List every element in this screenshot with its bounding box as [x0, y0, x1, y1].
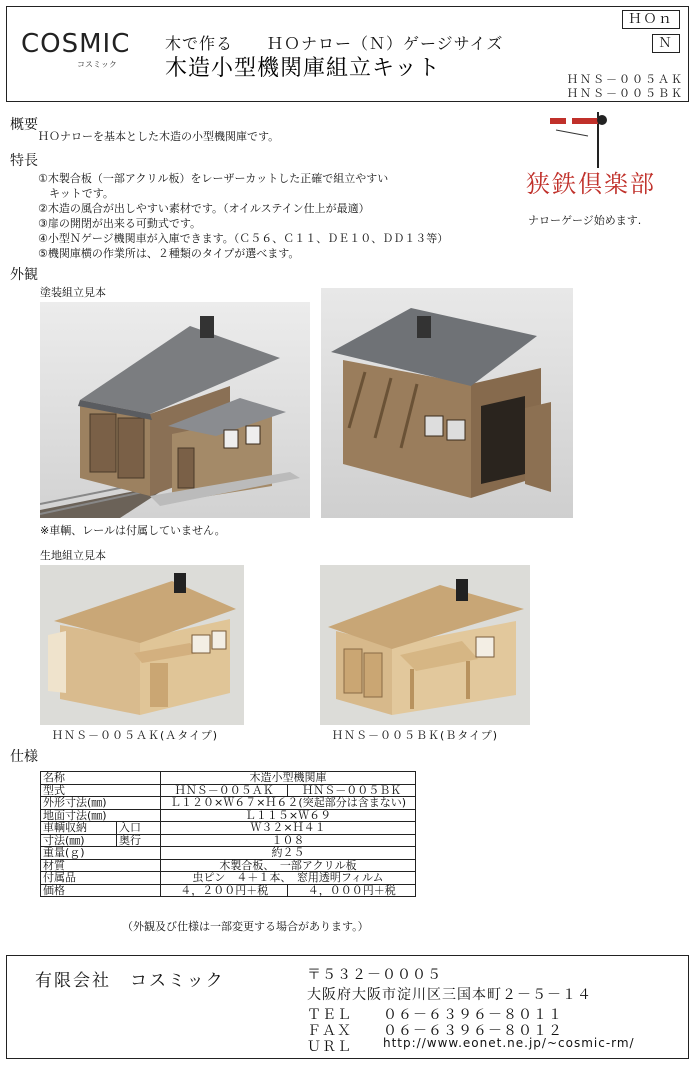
raw-sample-label: 生地組立見本 [40, 549, 106, 562]
url-label: ＵＲＬ [307, 1039, 352, 1055]
feature-item: キットです。 [38, 187, 114, 200]
spec-note: （外観及び仕様は一部変更する場合があります。） [122, 920, 369, 933]
tel-number: ０６－６３９６－８０１１ [383, 1007, 563, 1023]
feature-item: ①木製合板（一部アクリル板）をレーザーカットした正確で組立やすい [38, 172, 389, 185]
fax-number: ０６－６３９６－８０１２ [383, 1023, 563, 1039]
club-name: 狭鉄倶楽部 [526, 170, 656, 198]
spec-label: 名称 [41, 772, 161, 785]
table-row [41, 797, 416, 810]
club-tagline: ナローゲージ始めます. [528, 214, 642, 227]
painted-sample-photo-front [40, 302, 310, 518]
table-row [41, 884, 416, 897]
spec-sublabel: 奥行 [117, 834, 161, 847]
spec-value: ４，２００円＋税 [161, 884, 288, 897]
spec-value: ＨＮＳ－００５ＢＫ [288, 784, 416, 797]
features-heading: 特長 [10, 153, 38, 169]
gauge-badge-hon: ＨＯｎ [622, 10, 680, 29]
spec-value: １０８ [161, 834, 416, 847]
spec-value: ＨＮＳ－００５ＡＫ [161, 784, 288, 797]
page-title: 木造小型機関庫組立キット [165, 56, 441, 81]
feature-item: ④小型Ｎゲージ機関車が入庫できます。（Ｃ５６、Ｃ１１、ＤＥ１０、ＤＤ１３等） [38, 232, 449, 245]
spec-sublabel: 入口 [117, 822, 161, 835]
spec-value: 虫ピン ４＋１本、 窓用透明フィルム [161, 872, 416, 885]
overview-heading: 概要 [10, 117, 38, 133]
appearance-heading: 外観 [10, 267, 38, 283]
club-logo [526, 108, 686, 228]
spec-label: 材質 [41, 859, 161, 872]
tel-label: ＴＥＬ [307, 1007, 352, 1023]
spec-value: Ｌ１２０×Ｗ６７×Ｈ６２(突起部分は含まない) [161, 797, 416, 810]
caption-type-b: ＨＮＳ－００５ＢＫ(Ｂタイプ) [332, 729, 499, 742]
page-subtitle: 木で作る ＨＯナロー（Ｎ）ゲージサイズ [165, 34, 504, 53]
table-row [41, 809, 416, 822]
painted-sample-note: ※車輌、レールは付属していません。 [40, 524, 226, 537]
spec-value: Ｗ３２×Ｈ４１ [161, 822, 416, 835]
painted-sample-label: 塗装組立見本 [40, 286, 106, 299]
spec-value: 約２５ [161, 847, 416, 860]
fax-label: ＦＡＸ [307, 1023, 352, 1039]
header-box [6, 6, 689, 102]
spec-label: 付属品 [41, 872, 161, 885]
table-row [41, 872, 416, 885]
website-link[interactable]: http://www.eonet.ne.jp/~cosmic-rm/ [383, 1036, 635, 1050]
spec-heading: 仕様 [10, 749, 38, 765]
spec-label: 地面寸法(㎜) [41, 809, 161, 822]
painted-sample-photo-side [321, 288, 573, 518]
product-code-ak: ＨＮＳ－００５ＡＫ [567, 73, 684, 86]
address: 大阪府大阪市淀川区三国本町２－５－１４ [307, 987, 592, 1003]
spec-table [40, 771, 416, 897]
spec-label: 価格 [41, 884, 161, 897]
raw-sample-photo-type-a [40, 565, 244, 725]
company-name: 有限会社 コスミック [35, 971, 225, 991]
feature-item: ⑤機関庫横の作業所は、２種類のタイプが選べます。 [38, 247, 300, 260]
caption-type-a: ＨＮＳ－００５ＡＫ(Ａタイプ) [52, 729, 219, 742]
signal-icon [526, 108, 686, 168]
raw-sample-photo-type-b [320, 565, 530, 725]
table-row [41, 834, 416, 847]
table-row [41, 859, 416, 872]
feature-item: ③扉の開閉が出来る可動式です。 [38, 217, 201, 230]
feature-item: ②木造の風合が出しやすい素材です。（オイルステイン仕上が最適） [38, 202, 370, 215]
logo-subtext: コスミック [77, 60, 117, 69]
spec-label: 寸法(㎜) [41, 834, 117, 847]
footer-box [6, 955, 689, 1059]
spec-label: 型式 [41, 784, 161, 797]
postal-code: 〒５３２－０００５ [307, 967, 442, 983]
spec-label: 重量(ｇ) [41, 847, 161, 860]
overview-text: ＨＯナローを基本とした木造の小型機関庫です。 [38, 130, 280, 143]
product-code-bk: ＨＮＳ－００５ＢＫ [567, 87, 684, 100]
logo-text: COSMIC [21, 29, 131, 59]
spec-value: 木造小型機関庫 [161, 772, 416, 785]
spec-label: 車輌収納 [41, 822, 117, 835]
table-row [41, 784, 416, 797]
gauge-badge-n: Ｎ [652, 34, 680, 53]
spec-value: ４，０００円＋税 [288, 884, 416, 897]
cosmic-logo [21, 29, 131, 69]
spec-value: 木製合板、 一部アクリル板 [161, 859, 416, 872]
table-row [41, 822, 416, 835]
spec-value: Ｌ１１５×Ｗ６９ [161, 809, 416, 822]
spec-label: 外形寸法(㎜) [41, 797, 161, 810]
table-row [41, 772, 416, 785]
table-row [41, 847, 416, 860]
